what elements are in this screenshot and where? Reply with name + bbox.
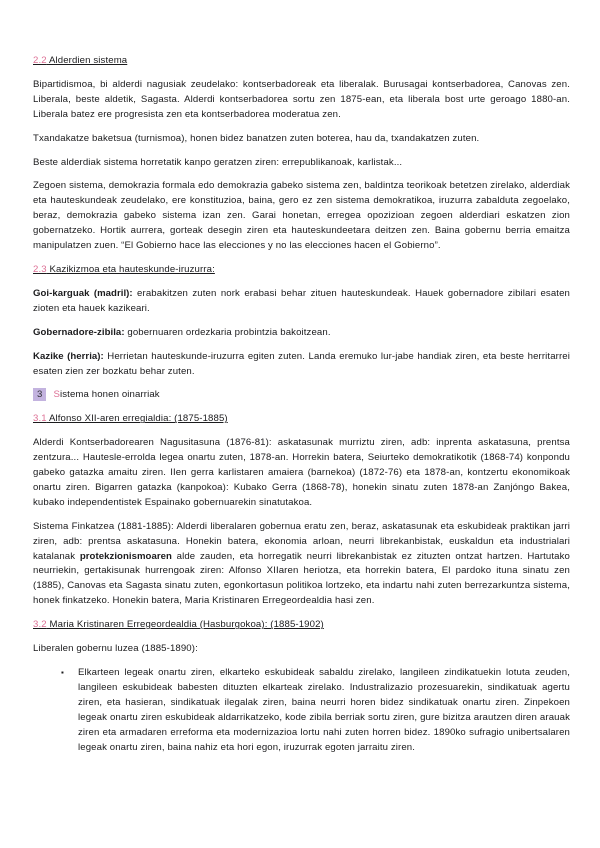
paragraph <box>33 132 570 147</box>
paragraph <box>33 350 570 380</box>
section-title: istema honen oinarriak <box>60 389 160 401</box>
section-heading-underline <box>33 619 324 630</box>
text-run: Herrietan hauteskunde-iruzurra egiten zuten. Landa eremuko lur-jabe handiak ziren, eta beste herritarrei esaten zien zer bozkatu behar zuten. <box>33 350 570 377</box>
section-heading-underline <box>33 55 127 66</box>
section-title: Alderdien sistema <box>48 55 128 66</box>
text-run: Alderdi Kontserbadorearen Nagusitasuna (1876-81): askatasunak murriztu ziren, adb: inprenta askatasuna, prentsa zentzura... Hautesle-errolda legea onartu zuten, 1878-an. Horrekin batera, Seiurteko demokratikotik (1868-74) konpondu gabeko gatazka amaitu ziren. IIen gerra karlistaren amaiera (barnekoa) (1872-76) eta 1878-an, kontzertu ekonomikoak onartu ziren. Bigarren gatazka (kanpokoa): Kubako Gerra (1868-78), honekin sinatu zuten 1878-an Zanjóngo Bakea, kubako independentistek Espainako gobernuarekin sinatutakoa. <box>33 437 570 508</box>
text-run: Zegoen sistema, demokrazia formala edo demokrazia gabeko sistema zen, baldintza teorikoak betetzen zirelako, alderdiak eta hauteskundeak zeudelako, ere konstituzioa, baina, gero ez zen sistema demokratikoa, iruzurra zabalduta zegoelako, beraz, demokrazia gabeko sistema izan zen. Garai honetan, erregea opozizioan zegoen alderdiari eskatzen zion gobernatzeko. Hortik aurrera, gorteak desegin ziren eta hauteskundeetara deitzen zen. Baina gobernu berria emaitza manipulatzen zuen. “El Gobierno hace las elecciones y no las elecciones hacen el Gobierno”. <box>33 180 570 252</box>
section-number: 2.2 <box>33 55 47 66</box>
section-number: 3.2 <box>33 619 47 631</box>
text-run: erabakitzen zuten nork erabasi behar zituen hauteskundeak. Hauek gobernadore zibilari esaten zioten eta hauek kazikeari. <box>33 287 570 314</box>
section-number: 3.1 <box>33 413 47 425</box>
bold-text-run: Kazike (herria): <box>33 350 104 362</box>
text-run: Txandakatze baketsua (turnismoa), honen bidez banatzen zuten boterea, hau da, txandakatzen zuten. <box>33 132 480 144</box>
section-title: Alfonso XII-aren erregialdia: (1875-1885) <box>48 413 228 425</box>
text-run: alde zauden, eta horregatik neurri librekanbistak ez zituzten ontzat hartzen. Hartutako neurriekin, gertakisunak hurrengoak ziren: Alfonso XIIaren heriotza, eta horrekin batera, El pardoko ituna sinatu zen (1885), Canovas eta Sagasta sinatu zuten, egonkortasun politikoa lortzeko, eta indartu nahi zuten berrezarkuntza sistema, honek finkatzeko. Honekin batera, Maria Kristinaren Erregeordealdia hasi zen. <box>33 550 570 607</box>
text-run: Bipartidismoa, bi alderdi nagusiak zeudelako: kontserbadoreak eta liberalak. Burusagai kontserbadorea, Canovas zen. Liberala, beste aldetik, Sagasta. Alderdi kontserbadorea sortu zen 1875-ean, eta liberala bost urte geroago 1880-an. Liberala batez ere progresista zen eta kontserbadorea moderatua zen. <box>33 78 570 120</box>
paragraph <box>33 436 570 511</box>
text-run: Sistema Finkatzea (1881-1885): Alderdi liberalaren gobernua eratu zen, beraz, askatasunak eta eskubideak praktikan jarri ziren, adb: prentsa askatasuna. Honekin batera, ekonomia arloan, neurri librekanbistak, euskaldun eta industrialari katalanak <box>33 520 570 562</box>
section-title: Maria Kristinaren Erregeordealdia (Hasburgokoa): (1885-1902) <box>49 619 324 631</box>
section-heading-underline <box>33 264 215 275</box>
text-run: gobernuaren ordezkaria probintzia bakoitzean. <box>124 326 331 338</box>
paragraph <box>33 78 570 123</box>
section-heading <box>33 54 570 69</box>
text-run: Liberalen gobernu luzea (1885-1890): <box>33 643 198 655</box>
section-heading-underline <box>33 413 228 424</box>
section-number-highlight: 3 <box>33 388 46 401</box>
bold-text-run: Goi-karguak (madril): <box>33 287 133 299</box>
bullet-list <box>33 666 570 755</box>
paragraph <box>33 326 570 341</box>
paragraph <box>33 287 570 317</box>
section-title: Kazikizmoa eta hauteskunde-iruzurra: <box>49 263 215 275</box>
paragraph <box>33 179 570 254</box>
bold-text-run: protekzionismoaren <box>79 550 172 562</box>
bold-text-run: Gobernadore-zibila: <box>33 326 125 338</box>
section-number: 2.3 <box>33 263 47 275</box>
section-heading-highlighted <box>33 388 570 403</box>
bullet-item: ▪ Elkarteen legeak onartu ziren, elkarteko eskubideak sabaldu zirelako, langileen zindikatuekin lotuta zeuden, langileen eskubideak babesten dituzten elkarteak zirelako. Industralizazio prozesuarekin, sindikatuak agertu ziren, eta hasieran, sindikatuak ilegalak ziren, baina neurri horen bidez sindikatuak onartu ziren. Zinpekoen legeak onartu ziren eskubideak aldarrikatzeko, kode zibila berriak sortu ziren, gure bizitza arautzen diren arauak ziren eta armadaren erreforma eta modernizazioa lortu nahi zuten horren bidez. 1890ko sufragio unibertsalaren legeak onartu ziren, baina nahiz eta hori egon, iruzurrak egoten jarraitu ziren. <box>61 666 570 755</box>
paragraph <box>33 156 570 171</box>
paragraph <box>33 642 570 657</box>
section-title-initial: S <box>53 389 60 401</box>
paragraph <box>33 520 570 609</box>
text-run: Beste alderdiak sistema horretatik kanpo geratzen ziren: errepublikanoak, karlistak... <box>33 156 403 168</box>
section-heading <box>33 412 570 427</box>
section-heading <box>33 618 570 633</box>
section-heading <box>33 263 570 278</box>
